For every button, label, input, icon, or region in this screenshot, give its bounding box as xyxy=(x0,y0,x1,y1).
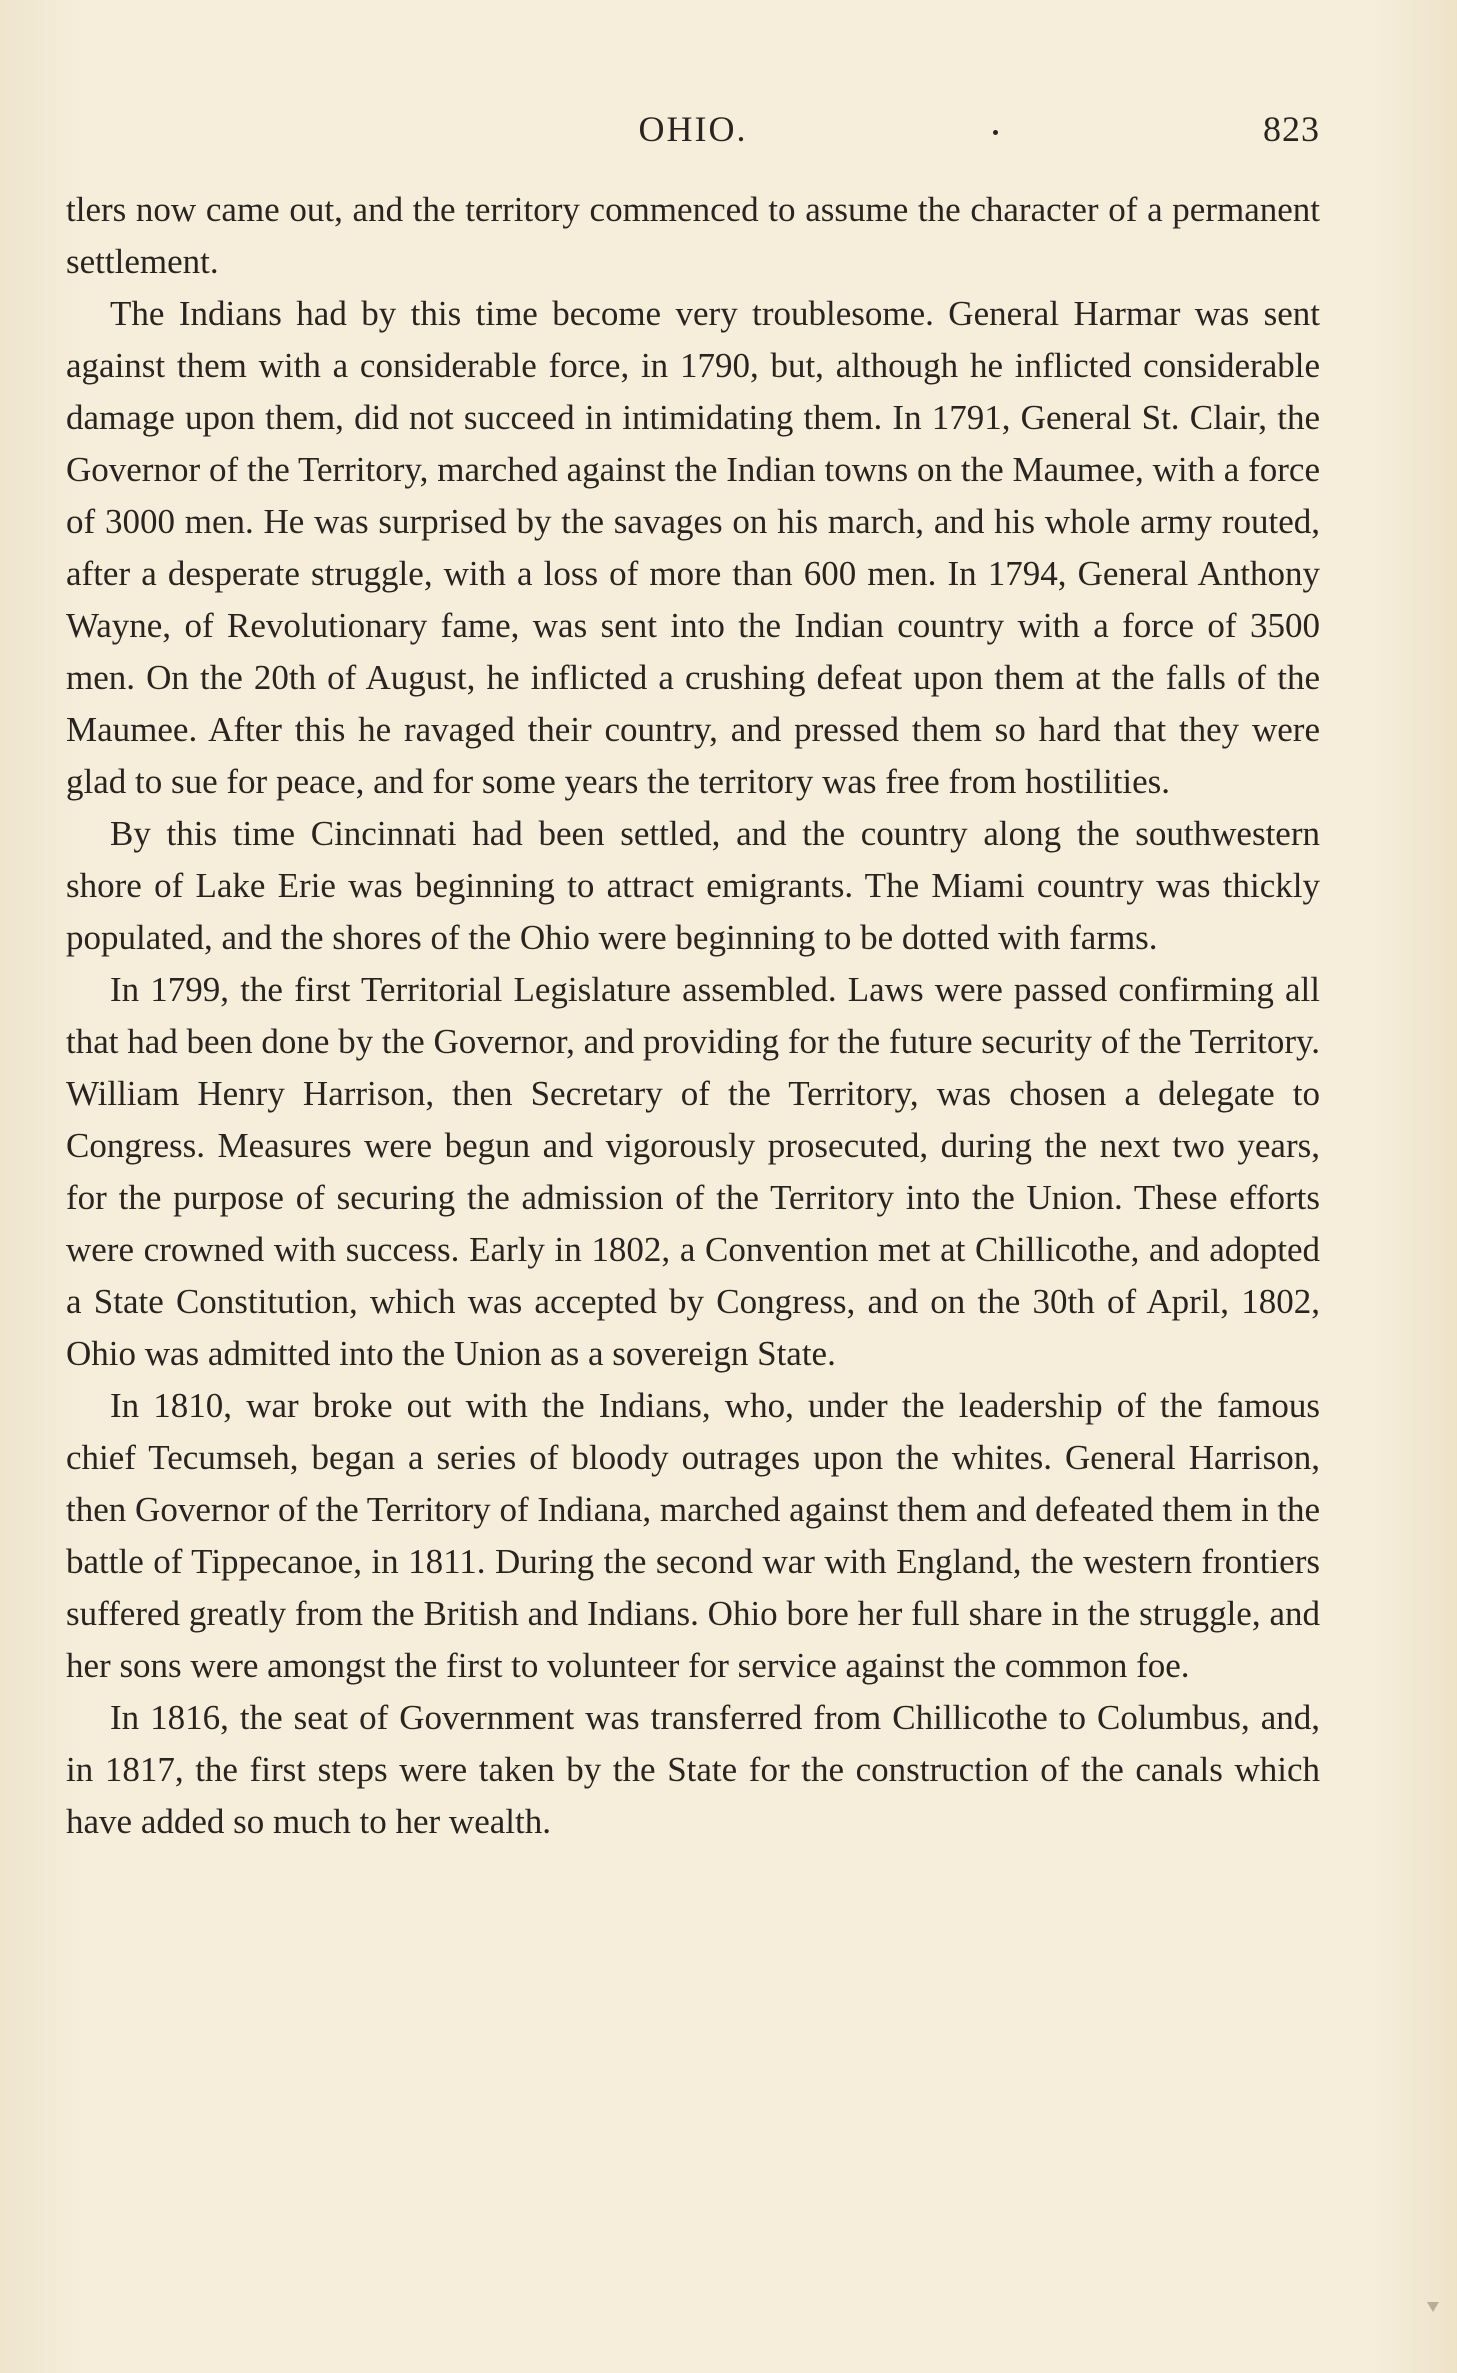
paragraph-cincinnati: By this time Cincinnati had been settled, and the country along the southwestern shore of Lake Erie was beginning to attract emigrants. The Miami country was thickly populated, and the shores of the Ohio were beginning to be dotted with farms. xyxy=(66,814,1320,957)
page-header xyxy=(66,108,1320,158)
page-corner-mark xyxy=(1427,2302,1439,2312)
body-text xyxy=(66,184,1320,1848)
paragraph-war-1810: In 1810, war broke out with the Indians, who, under the leadership of the famous chief Tecumseh, began a series of bloody outrages upon the whites. General Harrison, then Governor of the Territory of Indiana, marched against them and defeated them in the battle of Tippecanoe, in 1811. During the second war with England, the western frontiers suffered greatly from the British and Indians. Ohio bore her full share in the struggle, and her sons were amongst the first to volunteer for service against the common foe. xyxy=(66,1386,1320,1685)
paragraph-indians: The Indians had by this time become very troublesome. General Harmar was sent against them with a considerable force, in 1790, but, although he inflicted considerable damage upon them, did not succeed in intimidating them. In 1791, General St. Clair, the Governor of the Territory, marched against the Indian towns on the Maumee, with a force of 3000 men. He was surprised by the savages on his march, and his whole army routed, after a desperate struggle, with a loss of more than 600 men. In 1794, General Anthony Wayne, of Revolutionary fame, was sent into the Indian country with a force of 3500 men. On the 20th of August, he inflicted a crushing defeat upon them at the falls of the Maumee. After this he ravaged their country, and pressed them so hard that they were glad to sue for peace, and for some years the territory was free from hostilities. xyxy=(66,294,1320,801)
paragraph-legislature: In 1799, the first Territorial Legislature assembled. Laws were passed confirming all that had been done by the Governor, and providing for the future security of the Territory. William Henry Harrison, then Secretary of the Territory, was chosen a delegate to Congress. Measures were begun and vigorously prosecuted, during the next two years, for the purpose of securing the admission of the Territory into the Union. These efforts were crowned with success. Early in 1802, a Convention met at Chillicothe, and adopted a State Constitution, which was accepted by Congress, and on the 30th of April, 1802, Ohio was admitted into the Union as a sovereign State. xyxy=(66,970,1320,1373)
header-dot xyxy=(993,130,998,135)
paragraph-continuation: tlers now came out, and the territory commenced to assume the character of a permanent settlement. xyxy=(66,190,1320,281)
running-head: OHIO. xyxy=(638,109,748,149)
paragraph-columbus: In 1816, the seat of Government was transferred from Chillicothe to Columbus, and, in 1817, the first steps were taken by the State for the construction of the canals which have added so much to her wealth. xyxy=(66,1698,1320,1841)
page-number: 823 xyxy=(1263,109,1320,149)
